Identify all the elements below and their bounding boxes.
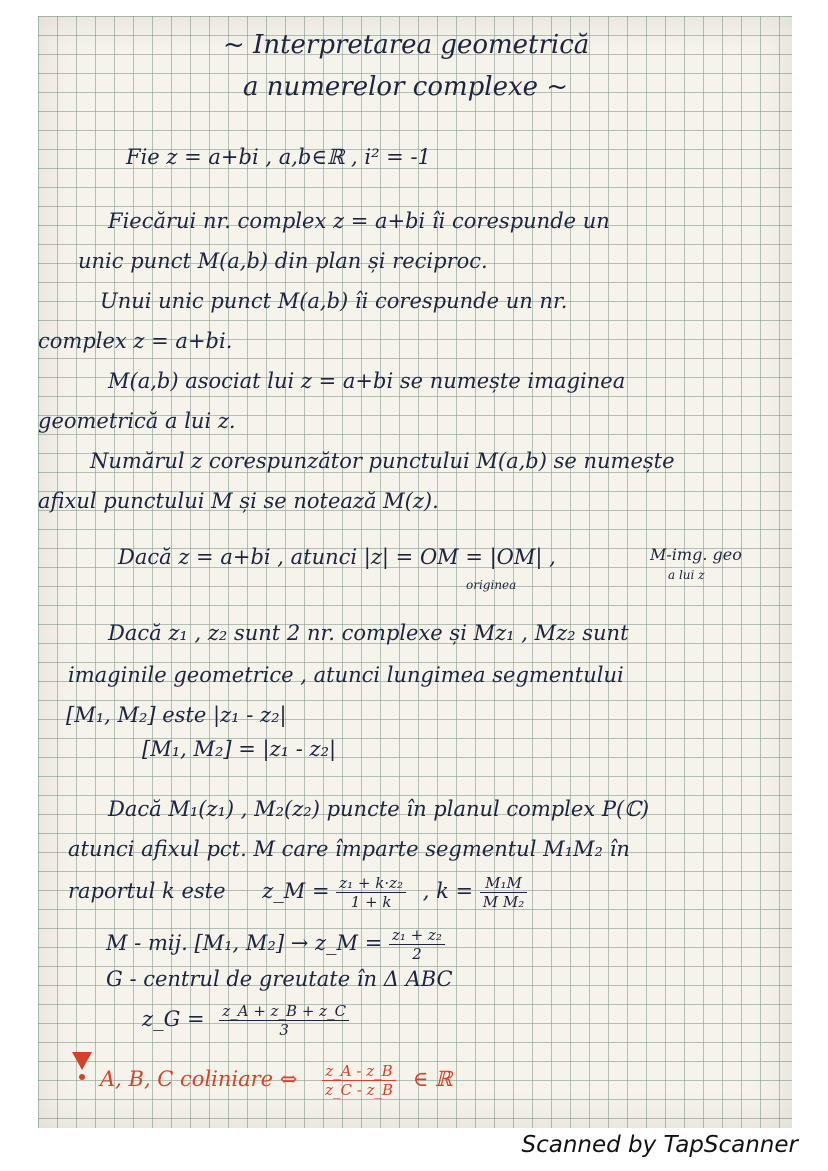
text-line: M(a,b) asociat lui z = a+bi se numește imaginea <box>108 369 626 393</box>
text-line: Dacă M₁(z₁) , M₂(z₂) puncte în planul complex P(ℂ) <box>108 797 650 821</box>
modulus-note-2: a lui z <box>668 568 705 582</box>
zg-numerator: z_A + z_B + z_C <box>219 1002 349 1021</box>
text-line: unic punct M(a,b) din plan și reciproc. <box>78 249 488 273</box>
text-line: [M₁, M₂] este |z₁ - z₂| <box>66 703 287 727</box>
zm-label: z_M = <box>262 879 330 903</box>
ratio-line <box>68 874 527 911</box>
title-line-2: a numerelor complexe ~ <box>243 72 569 102</box>
formula-line: [M₁, M₂] = |z₁ - z₂| <box>142 737 337 761</box>
modulus-line: Dacă z = a+bi , atunci |z| = OM = |OM| , <box>118 545 556 569</box>
zm-fraction <box>336 874 406 911</box>
modulus-note: M-img. geo <box>650 545 742 564</box>
zm-denominator: 1 + k <box>350 893 392 911</box>
text-line: atunci afixul pct. M care împarte segmentul M₁M₂ în <box>68 837 630 861</box>
warning-dot-icon <box>79 1074 85 1080</box>
zg-denominator: 3 <box>279 1021 289 1039</box>
scanner-watermark: Scanned by TapScanner <box>521 1132 798 1158</box>
text-line: afixul punctului M și se notează M(z). <box>38 489 439 513</box>
collinear-line <box>100 1062 452 1099</box>
text-line: Dacă z₁ , z₂ sunt 2 nr. complexe și Mz₁ , Mz₂ sunt <box>108 621 629 645</box>
text-line: Unui unic punct M(a,b) îi corespunde un nr. <box>100 289 568 313</box>
collinear-fraction <box>322 1062 396 1099</box>
midpoint-line <box>106 926 445 963</box>
k-fraction <box>480 874 528 911</box>
ratio-text: raportul k este <box>68 879 226 903</box>
notebook-page <box>38 16 792 1128</box>
warning-icon <box>72 1052 92 1070</box>
text-line: geometrică a lui z. <box>38 409 236 433</box>
midpoint-denominator: 2 <box>412 945 422 963</box>
title-line-1: ~ Interpretarea geometrică <box>223 30 590 60</box>
centroid-formula <box>142 1002 349 1039</box>
collinear-denominator: z_C - z_B <box>325 1081 393 1099</box>
midpoint-fraction <box>389 926 445 963</box>
zg-label: z_G = <box>142 1007 205 1031</box>
zg-fraction <box>219 1002 349 1039</box>
k-label: , k = <box>422 879 474 903</box>
centroid-line: G - centrul de greutate în Δ ABC <box>106 967 453 991</box>
text-line: complex z = a+bi. <box>38 329 233 353</box>
text-line: imaginile geometrice , atunci lungimea segmentului <box>68 663 624 687</box>
k-denominator: M M₂ <box>482 893 525 911</box>
zm-numerator: z₁ + k·z₂ <box>336 874 406 893</box>
collinear-tail: ∈ ℝ <box>412 1067 453 1091</box>
collinear-numerator: z_A - z_B <box>322 1062 396 1081</box>
origin-note: originea <box>466 578 517 592</box>
text-line: Fiecărui nr. complex z = a+bi îi corespunde un <box>108 209 610 233</box>
midpoint-text: M - mij. [M₁, M₂] → z_M = <box>106 931 383 955</box>
midpoint-numerator: z₁ + z₂ <box>389 926 445 945</box>
collinear-text: A, B, C coliniare ⇔ <box>100 1067 298 1091</box>
text-line: Numărul z corespunzător punctului M(a,b) se numește <box>90 449 675 473</box>
definition-line: Fie z = a+bi , a,b∈ℝ , i² = -1 <box>126 145 431 169</box>
k-numerator: M₁M <box>480 874 528 893</box>
